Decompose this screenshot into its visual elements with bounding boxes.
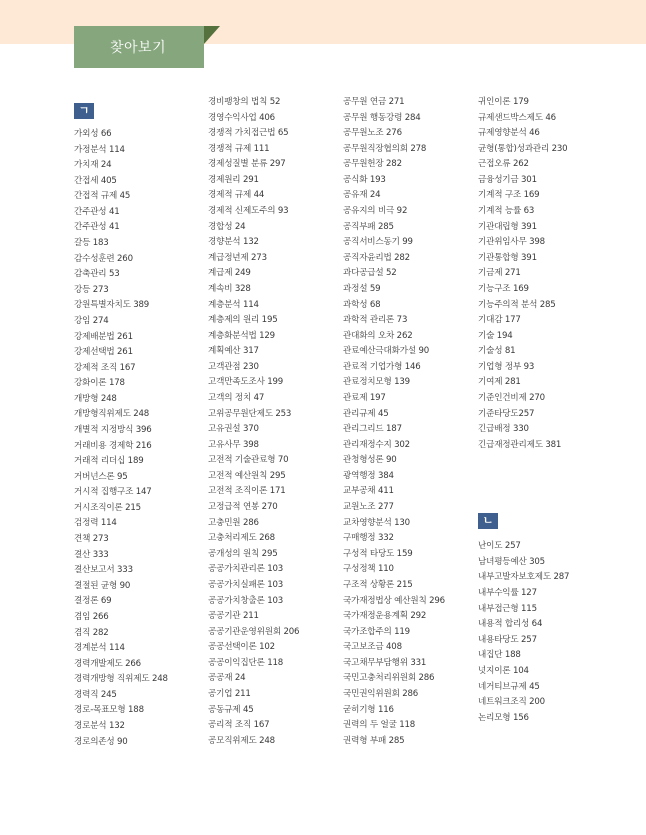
index-entry: 고위공무원단제도 253 [208, 408, 292, 419]
index-entry: 결정론 69 [74, 596, 112, 607]
index-entry: 경영수익사업 406 [208, 112, 275, 123]
index-entry: 고객의 정치 47 [208, 392, 265, 403]
index-entry: 국고채무부담행위 331 [343, 657, 427, 668]
index-entry: 기준인건비제 270 [478, 392, 545, 403]
index-entry: 간접적 규제 45 [74, 191, 131, 202]
index-entry: 견책 273 [74, 534, 109, 545]
index-entry: 넛지이론 104 [478, 665, 529, 676]
index-entry: 개방형직위제도 248 [74, 409, 150, 420]
index-column-2 [208, 95, 358, 749]
index-entry: 규제영향분석 46 [478, 128, 540, 139]
index-entry: 공직서비스동기 99 [343, 237, 413, 248]
index-entry: 고전적 조직이론 171 [208, 486, 286, 497]
index-entry: 교원노조 277 [343, 502, 394, 513]
index-entry: 난이도 257 [478, 541, 521, 552]
index-entry: 네트워크조직 200 [478, 697, 545, 708]
index-entry: 거래적 리더십 189 [74, 456, 144, 467]
index-entry: 경제적 규제 44 [208, 190, 265, 201]
index-entry: 강제배분법 261 [74, 331, 133, 342]
index-entry: 구조적 상황론 215 [343, 579, 413, 590]
index-entry: 권력형 부패 285 [343, 735, 405, 746]
index-entry: 공공이익집단론 118 [208, 657, 284, 668]
index-column-1 [74, 95, 224, 750]
index-entry: 경로-목표모형 188 [74, 705, 144, 716]
index-entry: 근접오류 262 [478, 159, 529, 170]
index-entry: 공공가치창출론 103 [208, 595, 284, 606]
index-entry: 공무원헌장 282 [343, 159, 402, 170]
index-entry: 경비팽창의 법칙 52 [208, 97, 281, 107]
index-entry: 기관통합형 391 [478, 252, 537, 263]
index-entry: 강제선택법 261 [74, 347, 133, 358]
index-entry: 공기업 211 [208, 688, 251, 699]
index-entry: 규제샌드박스제도 46 [478, 112, 556, 123]
index-entry: 경제적 신제도주의 93 [208, 206, 289, 217]
index-entry: 거래비용 경제학 216 [74, 440, 152, 451]
index-entry: 공공기관운영위원회 206 [208, 626, 300, 637]
index-entry: 경제원리 291 [208, 174, 259, 185]
index-entry: 관대화의 오차 262 [343, 330, 413, 341]
index-entry: 공공재 24 [208, 673, 246, 684]
index-entry: 계속비 328 [208, 283, 251, 294]
index-entry: 구성정책 110 [343, 564, 394, 575]
index-entry: 공리적 조직 167 [208, 720, 270, 731]
index-entry: 경제성질별 분류 297 [208, 159, 286, 170]
index-entry: 구매행정 332 [343, 533, 394, 544]
index-entry: 기금제 271 [478, 268, 521, 279]
index-entry: 공무원직장협의회 278 [343, 143, 427, 154]
index-entry: 관리규제 45 [343, 408, 389, 419]
index-entry: 국고보조금 408 [343, 642, 402, 653]
index-entry: 공식화 193 [343, 174, 386, 185]
index-entry: 귀인이론 179 [478, 97, 529, 107]
index-entry: 기능주의적 분석 285 [478, 299, 556, 310]
index-entry: 국가조합주의 119 [343, 626, 410, 637]
index-entry: 가외성 66 [74, 129, 112, 139]
index-entry: 기술성 81 [478, 346, 516, 357]
index-entry: 공동규제 45 [208, 704, 254, 715]
index-entry: 검정력 114 [74, 518, 117, 529]
index-entry: 교차영향분석 130 [343, 517, 410, 528]
index-entry: 강원특별자치도 389 [74, 300, 150, 311]
index-entry: 내부접근형 115 [478, 603, 537, 614]
index-entry: 공유지의 비극 92 [343, 206, 408, 217]
index-entry: 공공가치실패론 103 [208, 579, 284, 590]
index-entry: 금융성기금 301 [478, 174, 537, 185]
index-entry: 공모직위제도 248 [208, 735, 275, 746]
index-entry: 계층분석 114 [208, 299, 259, 310]
index-entry: 강제적 조직 167 [74, 362, 136, 373]
index-entry: 강화이론 178 [74, 378, 125, 389]
index-entry: 개방형 248 [74, 393, 117, 404]
index-entry: 공무원 연금 271 [343, 97, 405, 107]
index-entry: 내부수익률 127 [478, 588, 537, 599]
index-entry: 고정급적 연봉 270 [208, 502, 278, 513]
index-entry: 기계적 구조 169 [478, 190, 540, 201]
index-entry: 관청형성론 90 [343, 455, 397, 466]
index-entry: 내용타당도 257 [478, 634, 537, 645]
index-entry: 균형(통합)성과관리 230 [478, 143, 568, 154]
index-entry: 공공기관 211 [208, 611, 259, 622]
index-entry: 관리그리드 187 [343, 424, 402, 435]
index-entry: 공공선택이론 102 [208, 642, 275, 653]
index-entry: 네거티브규제 45 [478, 681, 540, 692]
index-entry: 기능구조 169 [478, 283, 529, 294]
index-entry: 과학성 68 [343, 299, 381, 310]
index-entry: 계층화분석법 129 [208, 330, 275, 341]
index-entry: 간주관성 41 [74, 222, 120, 233]
index-entry: 국가재정법상 예산원칙 296 [343, 595, 445, 606]
index-entry: 경로의존성 90 [74, 736, 128, 747]
index-entry: 거시적 집행구조 147 [74, 487, 152, 498]
index-entry: 기여제 281 [478, 377, 521, 388]
index-entry: 긴급배정 330 [478, 424, 529, 435]
index-entry: 굳히기형 116 [343, 704, 394, 715]
index-entry: 경계분석 114 [74, 643, 125, 654]
index-entry: 기준타당도257 [478, 408, 535, 419]
index-entry: 기업형 정부 93 [478, 361, 535, 372]
index-entry: 계획예산 317 [208, 346, 259, 357]
index-entry: 고유사무 398 [208, 439, 259, 450]
index-entry: 개별적 지정방식 396 [74, 424, 152, 435]
index-entry: 공무원 행동강령 284 [343, 112, 421, 123]
index-entry: 경합성 24 [208, 221, 246, 232]
index-entry: 경력개발제도 266 [74, 658, 141, 669]
index-entry: 경로분석 132 [74, 720, 125, 731]
index-entry: 고유권설 370 [208, 424, 259, 435]
index-entry: 갈등 183 [74, 238, 109, 249]
index-entry: 가정분석 114 [74, 144, 125, 155]
index-entry: 간접세 405 [74, 175, 117, 186]
index-entry: 내집단 188 [478, 650, 521, 661]
index-entry: 계급제 249 [208, 268, 251, 279]
index-entry: 고충민원 286 [208, 517, 259, 528]
index-entry: 기관대립형 391 [478, 221, 537, 232]
index-entry: 간주관성 41 [74, 206, 120, 217]
index-entry: 공유재 24 [343, 190, 381, 201]
index-entry: 결산보고서 333 [74, 565, 133, 576]
index-title-tab [74, 26, 204, 68]
index-entry: 겸직 282 [74, 627, 109, 638]
index-entry: 공개성의 원칙 295 [208, 548, 278, 559]
index-entry: 교부공채 411 [343, 486, 394, 497]
index-entry: 과다공급설 52 [343, 268, 397, 279]
index-entry: 기술 194 [478, 330, 513, 341]
index-entry: 관료정치모형 139 [343, 377, 410, 388]
index-entry: 관료제 197 [343, 392, 386, 403]
index-entry: 남녀평등예산 305 [478, 556, 545, 567]
index-entry: 관료적 기업가형 146 [343, 361, 421, 372]
index-entry: 감수성훈련 260 [74, 253, 133, 264]
index-entry: 공공가치관리론 103 [208, 564, 284, 575]
index-entry: 공직자윤리법 282 [343, 252, 410, 263]
index-entry: 내부고발자보호제도 287 [478, 572, 570, 583]
page-title: 찾아보기 [110, 40, 167, 56]
index-entry: 겸임 266 [74, 611, 109, 622]
index-entry: 경력직 245 [74, 689, 117, 700]
index-entry: 국민고충처리위원회 286 [343, 673, 435, 684]
index-entry: 공무원노조 276 [343, 128, 402, 139]
index-entry: 경쟁적 규제 111 [208, 143, 270, 154]
title-tab-fold [204, 26, 220, 44]
index-entry: 거버넌스론 95 [74, 471, 128, 482]
section-letter-n: ㄴ [478, 513, 498, 529]
index-entry: 기대감 177 [478, 315, 521, 326]
index-entry: 국가재정운용계획 292 [343, 611, 427, 622]
index-column-4 [478, 95, 628, 726]
index-entry: 계급정년제 273 [208, 252, 267, 263]
index-entry: 결산 333 [74, 549, 109, 560]
index-entry: 결절된 균형 90 [74, 580, 131, 591]
index-entry: 기관위임사무 398 [478, 237, 545, 248]
index-entry: 구성적 타당도 159 [343, 548, 413, 559]
index-entry: 감축관리 53 [74, 269, 120, 280]
index-entry: 경향분석 132 [208, 237, 259, 248]
index-entry: 국민권익위원회 286 [343, 688, 419, 699]
index-entry: 관료예산극대화가설 90 [343, 346, 429, 357]
index-entry: 경쟁적 가치접근법 65 [208, 128, 289, 139]
index-entry: 강임 274 [74, 315, 109, 326]
index-entry: 공직부패 285 [343, 221, 394, 232]
index-entry: 관리재정수지 302 [343, 439, 410, 450]
index-entry: 내용적 합리성 64 [478, 619, 543, 630]
index-entry: 과정설 59 [343, 283, 381, 294]
index-entry: 논리모형 156 [478, 712, 529, 723]
index-entry: 계층제의 원리 195 [208, 315, 278, 326]
index-entry: 고전적 기술관료형 70 [208, 455, 289, 466]
index-entry: 가치재 24 [74, 160, 112, 171]
index-entry: 권력의 두 얼굴 118 [343, 720, 416, 731]
index-entry: 고객만족도조사 199 [208, 377, 284, 388]
index-entry: 광역행정 384 [343, 470, 394, 481]
index-entry: 거시조직이론 215 [74, 502, 141, 513]
index-entry: 기계적 능률 63 [478, 206, 535, 217]
index-entry: 강등 273 [74, 284, 109, 295]
index-entry: 긴급재정관리제도 381 [478, 439, 562, 450]
section-letter-g: ㄱ [74, 103, 94, 119]
index-column-3 [343, 95, 493, 749]
index-entry: 고전적 예산원칙 295 [208, 470, 286, 481]
index-entry: 고객관점 230 [208, 361, 259, 372]
index-entry: 과학적 관리론 73 [343, 315, 408, 326]
index-entry: 경력개방형 직위제도 248 [74, 674, 168, 685]
index-entry: 고충처리제도 268 [208, 533, 275, 544]
